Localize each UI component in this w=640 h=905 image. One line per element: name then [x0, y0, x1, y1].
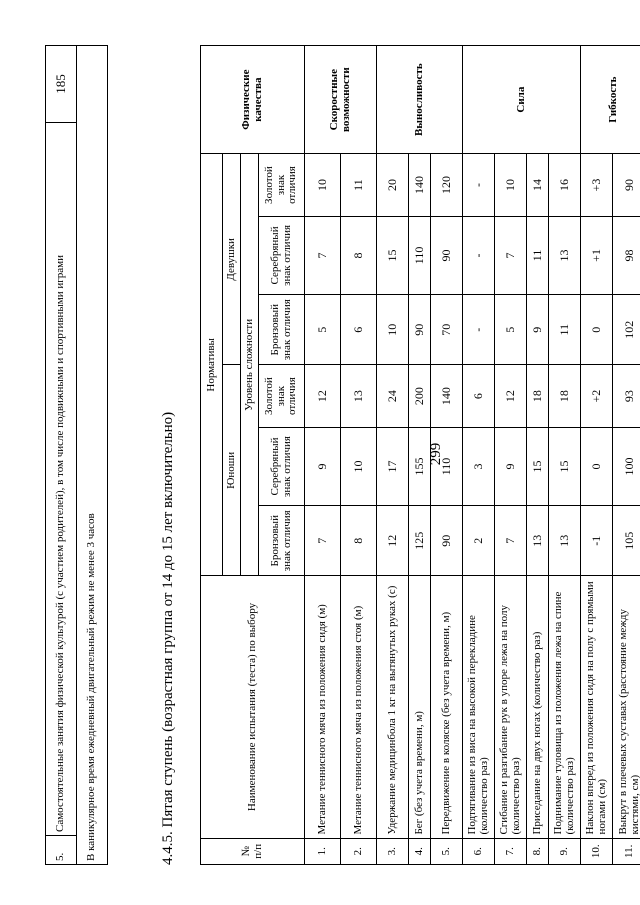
row-number: 4. — [409, 838, 431, 864]
norm-value: 0 — [581, 295, 613, 365]
norm-value: +3 — [581, 154, 613, 217]
norm-value: 70 — [431, 295, 463, 365]
norm-value: 10 — [341, 427, 377, 505]
test-name: Сгибание и разгибание рук в упоре лежа на полу (количество раз) — [495, 576, 527, 838]
norm-value: 11 — [527, 216, 549, 294]
table-row — [305, 46, 341, 865]
norm-value: 7 — [495, 506, 527, 576]
norm-value: 15 — [549, 427, 581, 505]
norm-value: 110 — [431, 427, 463, 505]
table-row — [581, 46, 613, 865]
row-number: 3. — [377, 838, 409, 864]
norm-value: 7 — [495, 216, 527, 294]
row-number: 9. — [549, 838, 581, 864]
table-row — [46, 46, 77, 865]
physical-quality: Гибкость — [581, 46, 640, 154]
header-boys: Юноши — [223, 365, 241, 576]
norm-value: +1 — [581, 216, 613, 294]
norm-value: 140 — [409, 154, 431, 217]
section-heading: 4.4.5. Пятая ступень (возрастная группа от 14 до 15 лет включительно) — [160, 411, 176, 865]
test-name: Метание теннисного мяча из положения сидя (м) — [305, 576, 341, 838]
norm-value: - — [463, 295, 495, 365]
norm-value: 12 — [495, 365, 527, 428]
header-physical-qualities: Физические качества — [201, 46, 305, 154]
norm-value: 105 — [613, 506, 640, 576]
norm-value: 0 — [581, 427, 613, 505]
norm-value: 90 — [409, 295, 431, 365]
norm-value: 18 — [549, 365, 581, 428]
norm-value: 5 — [495, 295, 527, 365]
norm-value: 13 — [341, 365, 377, 428]
norm-value: 14 — [527, 154, 549, 217]
table-row — [495, 46, 527, 865]
row-number: 10. — [581, 838, 613, 864]
physical-quality: Выносливость — [377, 46, 463, 154]
physical-quality: Скоростные возможности — [305, 46, 377, 154]
row-number: 8. — [527, 838, 549, 864]
norm-value: 9 — [305, 427, 341, 505]
norm-value: 7 — [305, 506, 341, 576]
norm-value: 140 — [431, 365, 463, 428]
test-name: Приседание на двух ногах (количество раз) — [527, 576, 549, 838]
norm-value: 10 — [305, 154, 341, 217]
header-bronze: Бронзовый знак отличия — [259, 295, 305, 365]
norm-value: -1 — [581, 506, 613, 576]
header-bronze: Бронзовый знак отличия — [259, 506, 305, 576]
test-name: Удержание медицинбола 1 кг на вытянутых руках (с) — [377, 576, 409, 838]
norm-value: 110 — [409, 216, 431, 294]
norm-value: 24 — [377, 365, 409, 428]
norm-value: 12 — [377, 506, 409, 576]
test-name: Передвижение в коляске (без учета времени, м) — [431, 576, 463, 838]
norm-value: 10 — [495, 154, 527, 217]
table-row — [341, 46, 377, 865]
norm-value: 16 — [549, 154, 581, 217]
norm-value: 15 — [377, 216, 409, 294]
header-gold: Золотой знак отличия — [259, 365, 305, 428]
test-name: Выкрут в плечевых суставах (расстояние между кистями, см) — [613, 576, 640, 838]
table-row — [463, 46, 495, 865]
header-level: Уровень сложности — [241, 154, 259, 576]
table-row — [377, 46, 409, 865]
table-row — [549, 46, 581, 865]
physical-quality: Сила — [463, 46, 581, 154]
norm-value: 200 — [409, 365, 431, 428]
norm-value: 120 — [431, 154, 463, 217]
norm-value: 90 — [431, 506, 463, 576]
norm-value: +2 — [581, 365, 613, 428]
norm-value: 11 — [549, 295, 581, 365]
norm-value: 125 — [409, 506, 431, 576]
norm-value: 11 — [341, 154, 377, 217]
row-number: 11. — [613, 838, 640, 864]
activity-table — [45, 45, 108, 865]
row-number: 7. — [495, 838, 527, 864]
hours-value: 185 — [46, 46, 77, 123]
row-number: 5. — [46, 836, 77, 865]
header-norms: Нормативы — [201, 154, 223, 576]
norm-value: 20 — [377, 154, 409, 217]
norm-value: - — [463, 216, 495, 294]
norm-value: 5 — [305, 295, 341, 365]
norm-value: 7 — [305, 216, 341, 294]
row-number: 1. — [305, 838, 341, 864]
norm-value: - — [463, 154, 495, 217]
norm-value: 90 — [613, 154, 640, 217]
norm-value: 90 — [431, 216, 463, 294]
header-silver: Серебряный знак отличия — [259, 216, 305, 294]
norm-value: 6 — [463, 365, 495, 428]
norm-value: 3 — [463, 427, 495, 505]
table-row — [527, 46, 549, 865]
test-name: Бег (без учета времени, м) — [409, 576, 431, 838]
norm-value: 17 — [377, 427, 409, 505]
header-number: № п/п — [201, 838, 305, 864]
norm-value: 9 — [495, 427, 527, 505]
test-name: Подтягивание из виса на высокой перекладине (количество раз) — [463, 576, 495, 838]
norm-value: 100 — [613, 427, 640, 505]
table-row — [409, 46, 431, 865]
norm-value: 10 — [377, 295, 409, 365]
header-girls: Девушки — [223, 154, 241, 365]
norm-value: 9 — [527, 295, 549, 365]
test-name: Поднимание туловища из положения лежа на спине (количество раз) — [549, 576, 581, 838]
header-gold: Золотой знак отличия — [259, 154, 305, 217]
norm-value: 15 — [527, 427, 549, 505]
norm-value: 98 — [613, 216, 640, 294]
norm-value: 102 — [613, 295, 640, 365]
page-number: 299 — [428, 442, 444, 466]
table-row — [431, 46, 463, 865]
norm-value: 8 — [341, 216, 377, 294]
norm-value: 12 — [305, 365, 341, 428]
header-row — [201, 46, 223, 865]
table-row — [77, 46, 108, 865]
norm-value: 8 — [341, 506, 377, 576]
activity-text: В каникулярное время ежедневный двигательный режим не менее 3 часов — [77, 46, 108, 865]
norms-table — [200, 45, 640, 865]
norm-value: 155 — [409, 427, 431, 505]
test-name: Наклон вперед из положения сидя на полу с прямыми ногами (см) — [581, 576, 613, 838]
table-row — [613, 46, 640, 865]
norm-value: 13 — [527, 506, 549, 576]
norm-value: 93 — [613, 365, 640, 428]
test-name: Метание теннисного мяча из положения стоя (м) — [341, 576, 377, 838]
norm-value: 6 — [341, 295, 377, 365]
header-name: Наименование испытания (теста) по выбору — [201, 576, 305, 838]
row-number: 5. — [431, 838, 463, 864]
norm-value: 18 — [527, 365, 549, 428]
norm-value: 13 — [549, 506, 581, 576]
norm-value: 13 — [549, 216, 581, 294]
norm-value: 2 — [463, 506, 495, 576]
header-silver: Серебряный знак отличия — [259, 427, 305, 505]
activity-text: Самостоятельные занятия физической культурой (с участием родителей), в том числе подвижными и спортивными играми — [46, 123, 77, 836]
row-number: 2. — [341, 838, 377, 864]
row-number: 6. — [463, 838, 495, 864]
